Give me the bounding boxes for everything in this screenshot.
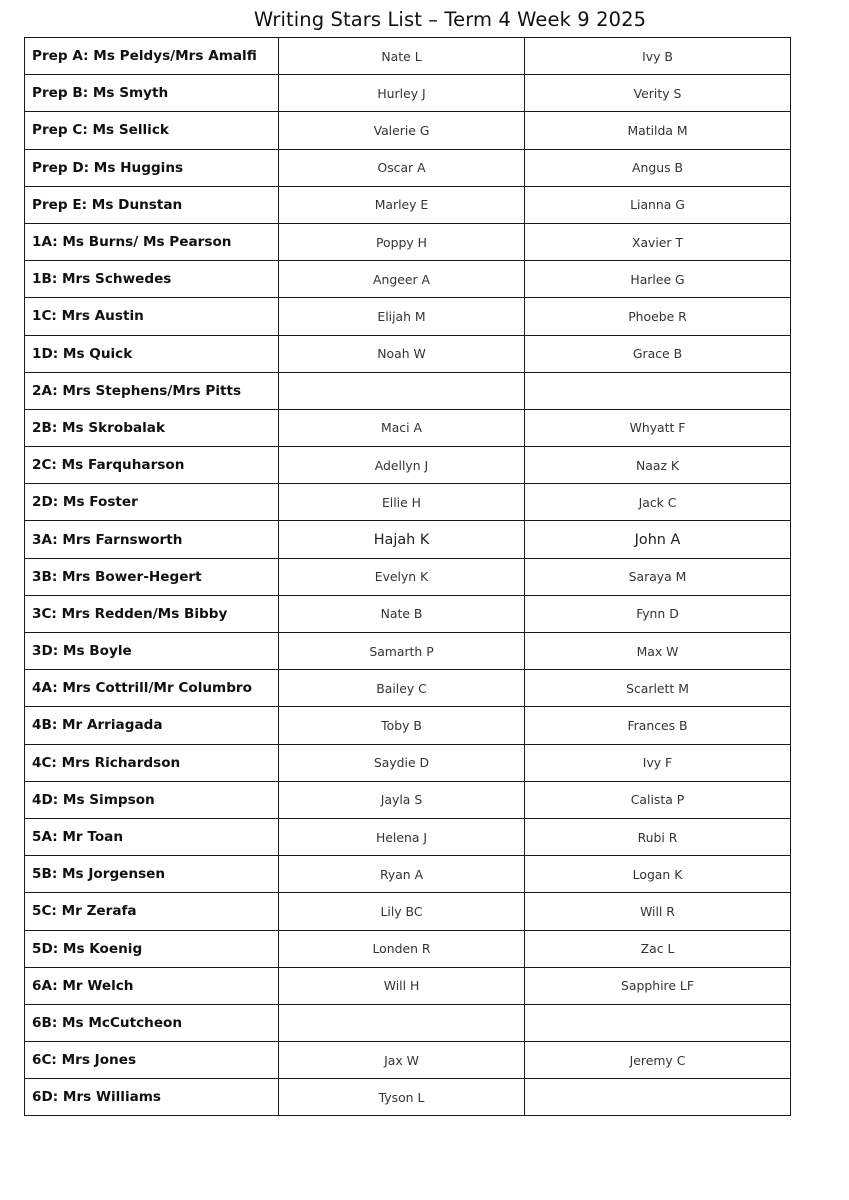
class-teacher-cell: 6A: Mr Welch <box>25 967 279 1004</box>
student-star-1: Nate L <box>279 38 525 75</box>
student-star-2: Ivy F <box>525 744 791 781</box>
student-star-2: Jeremy C <box>525 1042 791 1079</box>
student-star-1: Lily BC <box>279 893 525 930</box>
class-teacher-cell: 1C: Mrs Austin <box>25 298 279 335</box>
table-row <box>25 670 791 707</box>
table-row <box>25 818 791 855</box>
table-row <box>25 372 791 409</box>
student-star-2: Harlee G <box>525 261 791 298</box>
student-star-2: Naaz K <box>525 447 791 484</box>
class-teacher-cell: 3D: Ms Boyle <box>25 633 279 670</box>
table-row <box>25 893 791 930</box>
student-star-2: Logan K <box>525 856 791 893</box>
student-star-2 <box>525 1004 791 1041</box>
table-row <box>25 967 791 1004</box>
student-star-2: Matilda M <box>525 112 791 149</box>
class-teacher-cell: 1B: Mrs Schwedes <box>25 261 279 298</box>
student-star-2 <box>525 1079 791 1116</box>
student-star-2: Fynn D <box>525 595 791 632</box>
student-star-1: Noah W <box>279 335 525 372</box>
class-teacher-cell: Prep D: Ms Huggins <box>25 149 279 186</box>
class-teacher-cell: 4D: Ms Simpson <box>25 781 279 818</box>
table-row <box>25 707 791 744</box>
class-teacher-cell: Prep B: Ms Smyth <box>25 75 279 112</box>
student-star-1: Angeer A <box>279 261 525 298</box>
class-teacher-cell: 4B: Mr Arriagada <box>25 707 279 744</box>
class-teacher-cell: 2D: Ms Foster <box>25 484 279 521</box>
student-star-1: Saydie D <box>279 744 525 781</box>
class-teacher-cell: 5C: Mr Zerafa <box>25 893 279 930</box>
student-star-1: Bailey C <box>279 670 525 707</box>
class-teacher-cell: 1A: Ms Burns/ Ms Pearson <box>25 223 279 260</box>
page-title: Writing Stars List – Term 4 Week 9 2025 <box>253 8 647 31</box>
table-row <box>25 521 791 558</box>
class-teacher-cell: 3A: Mrs Farnsworth <box>25 521 279 558</box>
table-row <box>25 38 791 75</box>
student-star-1: Valerie G <box>279 112 525 149</box>
student-star-1: Elijah M <box>279 298 525 335</box>
table-row <box>25 335 791 372</box>
student-star-1: Nate B <box>279 595 525 632</box>
student-star-1 <box>279 372 525 409</box>
class-teacher-cell: 5A: Mr Toan <box>25 818 279 855</box>
table-row <box>25 558 791 595</box>
student-star-1 <box>279 1004 525 1041</box>
student-star-2: Jack C <box>525 484 791 521</box>
class-teacher-cell: Prep C: Ms Sellick <box>25 112 279 149</box>
student-star-2: Saraya M <box>525 558 791 595</box>
table-row <box>25 447 791 484</box>
table-row <box>25 261 791 298</box>
table-row <box>25 75 791 112</box>
student-star-1: Jax W <box>279 1042 525 1079</box>
student-star-2: Will R <box>525 893 791 930</box>
table-row <box>25 1079 791 1116</box>
table-row <box>25 856 791 893</box>
table-row <box>25 149 791 186</box>
class-teacher-cell: 4A: Mrs Cottrill/Mr Columbro <box>25 670 279 707</box>
class-teacher-cell: 2B: Ms Skrobalak <box>25 409 279 446</box>
class-teacher-cell: 1D: Ms Quick <box>25 335 279 372</box>
table-row <box>25 1004 791 1041</box>
student-star-1: Ryan A <box>279 856 525 893</box>
student-star-2: Xavier T <box>525 223 791 260</box>
table-body <box>25 38 791 1116</box>
student-star-2: Rubi R <box>525 818 791 855</box>
student-star-2: Verity S <box>525 75 791 112</box>
table-row <box>25 409 791 446</box>
student-star-1: Ellie H <box>279 484 525 521</box>
student-star-2: Max W <box>525 633 791 670</box>
student-star-1: Adellyn J <box>279 447 525 484</box>
writing-stars-table <box>24 37 791 1116</box>
class-teacher-cell: 3C: Mrs Redden/Ms Bibby <box>25 595 279 632</box>
class-teacher-cell: 2A: Mrs Stephens/Mrs Pitts <box>25 372 279 409</box>
class-teacher-cell: 2C: Ms Farquharson <box>25 447 279 484</box>
student-star-1: Maci A <box>279 409 525 446</box>
table-row <box>25 186 791 223</box>
student-star-1: Hajah K <box>279 521 525 558</box>
student-star-2: Zac L <box>525 930 791 967</box>
student-star-1: Will H <box>279 967 525 1004</box>
table-row <box>25 1042 791 1079</box>
table-row <box>25 633 791 670</box>
table-row <box>25 223 791 260</box>
class-teacher-cell: 6C: Mrs Jones <box>25 1042 279 1079</box>
class-teacher-cell: Prep A: Ms Peldys/Mrs Amalfi <box>25 38 279 75</box>
student-star-2: Whyatt F <box>525 409 791 446</box>
table-row <box>25 298 791 335</box>
student-star-1: Poppy H <box>279 223 525 260</box>
student-star-1: Londen R <box>279 930 525 967</box>
student-star-1: Oscar A <box>279 149 525 186</box>
student-star-1: Samarth P <box>279 633 525 670</box>
class-teacher-cell: Prep E: Ms Dunstan <box>25 186 279 223</box>
table-row <box>25 930 791 967</box>
student-star-1: Toby B <box>279 707 525 744</box>
student-star-2: Phoebe R <box>525 298 791 335</box>
student-star-2: Lianna G <box>525 186 791 223</box>
table-row <box>25 112 791 149</box>
student-star-1: Jayla S <box>279 781 525 818</box>
student-star-2: Grace B <box>525 335 791 372</box>
student-star-1: Hurley J <box>279 75 525 112</box>
student-star-2: Scarlett M <box>525 670 791 707</box>
class-teacher-cell: 4C: Mrs Richardson <box>25 744 279 781</box>
student-star-1: Evelyn K <box>279 558 525 595</box>
class-teacher-cell: 6D: Mrs Williams <box>25 1079 279 1116</box>
student-star-2: John A <box>525 521 791 558</box>
student-star-2 <box>525 372 791 409</box>
class-teacher-cell: 5B: Ms Jorgensen <box>25 856 279 893</box>
table-row <box>25 595 791 632</box>
class-teacher-cell: 5D: Ms Koenig <box>25 930 279 967</box>
student-star-2: Frances B <box>525 707 791 744</box>
student-star-1: Helena J <box>279 818 525 855</box>
student-star-2: Calista P <box>525 781 791 818</box>
student-star-2: Ivy B <box>525 38 791 75</box>
class-teacher-cell: 3B: Mrs Bower-Hegert <box>25 558 279 595</box>
student-star-1: Tyson L <box>279 1079 525 1116</box>
table-row <box>25 484 791 521</box>
class-teacher-cell: 6B: Ms McCutcheon <box>25 1004 279 1041</box>
student-star-2: Sapphire LF <box>525 967 791 1004</box>
table-row <box>25 744 791 781</box>
student-star-2: Angus B <box>525 149 791 186</box>
table-row <box>25 781 791 818</box>
student-star-1: Marley E <box>279 186 525 223</box>
